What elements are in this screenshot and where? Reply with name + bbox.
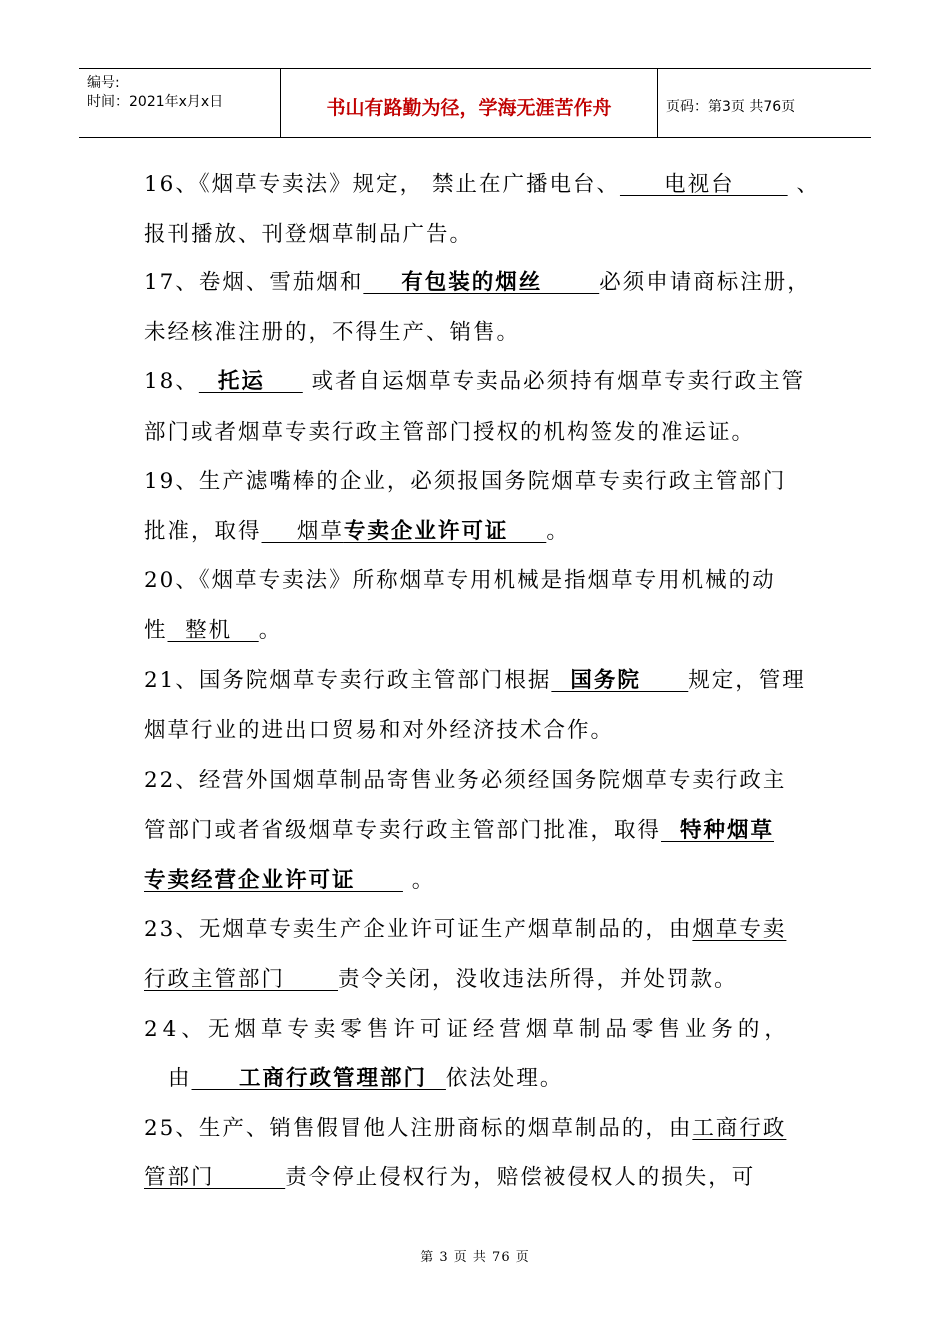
- question-24-line-1: [144, 1015, 791, 1045]
- answer-blank: 行政主管部门: [144, 967, 339, 992]
- text: 18、: [144, 369, 199, 394]
- answer-blank: 托运: [198, 369, 303, 394]
- text: 或者自运烟草专卖品必须持有烟草专卖行政主管: [302, 369, 806, 394]
- question-18-line-1: [144, 367, 805, 397]
- question-20-line-2: [144, 616, 282, 646]
- text: 规定，管理: [688, 668, 806, 693]
- question-25-line-1: [144, 1114, 786, 1144]
- answer-blank: 特种烟草: [661, 818, 774, 843]
- answer-blank: 工商行政管理部门: [191, 1066, 446, 1091]
- answer-blank: 专卖企业许可证: [343, 519, 547, 544]
- header-motto: 书山有路勤为径，学海无涯苦作舟: [281, 69, 658, 137]
- answer-blank: 烟草专卖: [692, 917, 787, 942]
- text: 16、《烟草专卖法》规定， 禁止在广播电台、: [144, 172, 620, 197]
- text: 部门或者烟草专卖行政主管部门授权的机构签发的准运证。: [144, 420, 756, 445]
- text: 未经核准注册的，不得生产、销售。: [144, 320, 521, 345]
- question-20-line-1: [144, 566, 776, 596]
- text: 。: [402, 868, 436, 893]
- header-meta: [79, 69, 281, 137]
- question-22-line-3: [144, 866, 435, 896]
- question-25-line-2: [144, 1163, 755, 1193]
- text: 、: [787, 172, 820, 197]
- text: 责令停止侵权行为，赔偿被侵权人的损失，可: [285, 1165, 756, 1190]
- page-footer: 第 3 页 共 76 页: [420, 1250, 530, 1265]
- question-16-line-2: [144, 220, 473, 250]
- text: 批准，取得: [144, 519, 262, 544]
- text: 烟草行业的进出口贸易和对外经济技术合作。: [144, 718, 615, 743]
- text: 。: [546, 519, 570, 544]
- header-page-info: 页码：第3页 共76页: [666, 99, 796, 115]
- text: 19、生产滤嘴棒的企业，必须报国务院烟草专卖行政主管部门: [144, 469, 787, 494]
- answer-blank: 工商行政: [692, 1116, 787, 1141]
- question-22-line-1: [144, 766, 786, 796]
- question-18-line-2: [144, 418, 755, 448]
- text: 管部门或者省级烟草专卖行政主管部门批准，取得: [144, 818, 662, 843]
- question-23-line-1: [144, 915, 786, 945]
- answer-blank: 电视台: [619, 172, 788, 197]
- text: 23、无烟草专卖生产企业许可证生产烟草制品的，由: [144, 917, 693, 942]
- text: 20、《烟草专卖法》所称烟草专用机械是指烟草专用机械的动: [144, 568, 776, 593]
- question-22-line-2: [144, 816, 774, 846]
- answer-blank: 国务院: [551, 668, 689, 693]
- page-header: [79, 68, 871, 138]
- text: 依法处理。: [445, 1066, 564, 1091]
- text: 24、无烟草专卖零售许可证经营烟草制品零售业务的，: [144, 1017, 791, 1042]
- answer-blank: 有包装的烟丝: [363, 270, 600, 295]
- document-number-label: 编号:: [87, 75, 120, 91]
- text: 性: [144, 618, 168, 643]
- question-17-line-1: [144, 268, 811, 298]
- question-19-line-2: [144, 517, 570, 547]
- question-17-line-2: [144, 318, 520, 348]
- text: 由: [168, 1066, 192, 1091]
- text: 25、生产、销售假冒他人注册商标的烟草制品的，由: [144, 1116, 693, 1141]
- question-24-line-2: [168, 1064, 563, 1094]
- text: 。: [258, 618, 283, 643]
- text: 22、经营外国烟草制品寄售业务必须经国务院烟草专卖行政主: [144, 768, 787, 793]
- question-16-line-1: [144, 170, 820, 200]
- answer-blank: 管部门: [144, 1165, 286, 1190]
- answer-blank: 专卖经营企业许可证: [144, 868, 403, 893]
- question-23-line-2: [144, 965, 738, 995]
- text: 必须申请商标注册，: [599, 270, 811, 295]
- text: 责令关闭，没收违法所得，并处罚款。: [338, 967, 738, 992]
- text: 17、卷烟、雪茄烟和: [144, 270, 364, 295]
- answer-blank: 整机: [167, 618, 259, 643]
- text: 21、国务院烟草专卖行政主管部门根据: [144, 668, 552, 693]
- question-21-line-2: [144, 716, 614, 746]
- answer-blank: 烟草: [261, 519, 344, 544]
- text: 报刊播放、刊登烟草制品广告。: [144, 222, 474, 247]
- question-19-line-1: [144, 467, 786, 497]
- document-date: 时间：2021年x月x日: [87, 94, 224, 110]
- question-21-line-1: [144, 666, 806, 696]
